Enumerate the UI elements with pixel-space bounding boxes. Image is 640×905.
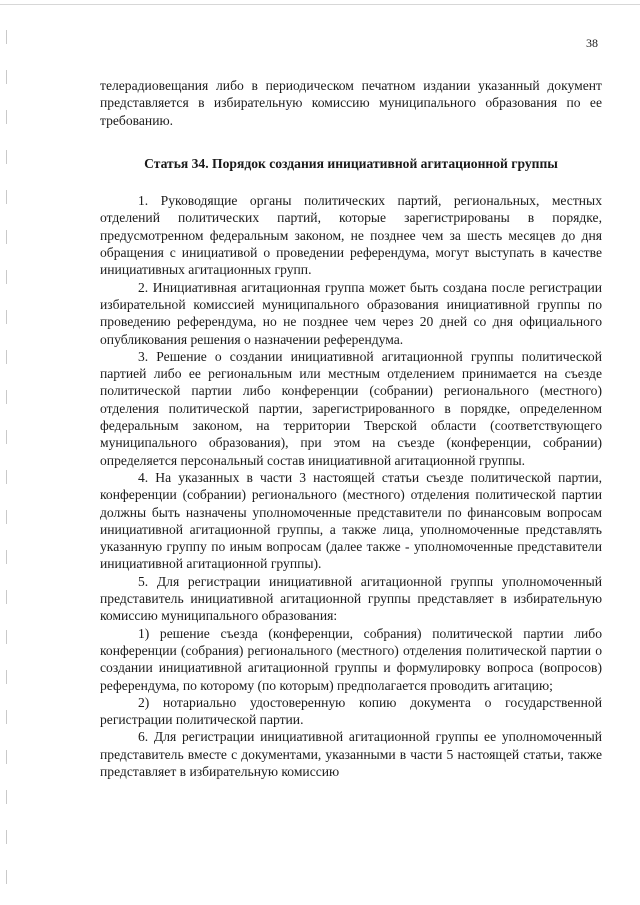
article-paragraph-2: 2. Инициативная агитационная группа может быть создана после регистрации избирательной комиссией муниципального образования инициативной группы по проведению референдума, но не позднее чем через 20 дней со дня официального опубликования решения о назначении референдума.	[100, 279, 602, 347]
article-paragraph-1: 1. Руководящие органы политических партий, региональных, местных отделений политических партий, которые зарегистрированы в порядке, предусмотренном федеральным законом, не позднее чем за шесть месяцев до дня обращения с инициативой о проведении референдума, могут выступать в качестве инициативных агитационных групп.	[100, 193, 602, 278]
scan-border-left	[6, 30, 7, 890]
page-number: 38	[586, 36, 598, 50]
list-item-1: 1) решение съезда (конференции, собрания) политической партии либо конференции (собрания) регионального (местного) отделения политической партии о создании инициативной агитационной группы и формулировку вопроса (вопросов) референдума, по которому (по которым) предполагается проводить агитацию;	[100, 625, 602, 693]
article-paragraph-3: 3. Решение о создании инициативной агитационной группы политической партией либо ее региональным или местным отделением принимается на съезде политической партии либо конференции (собрании) регионального (местного) отделения политической партии, зарегистрированного в порядке, определенном федеральным законом, на территории Тверской области (соответствующего муниципального образования), при этом на съезде (конференции, собрании) определяется персональный состав инициативной агитационной группы.	[100, 348, 602, 468]
article-paragraph-4: 4. На указанных в части 3 настоящей статьи съезде политической партии, конференции (собрании) регионального (местного) отделения политической партии должны быть назначены уполномоченные представители по финансовым вопросам инициативной агитационной группы, а также лица, уполномоченные представлять указанную группу по иным вопросам (далее также - уполномоченные представители инициативной агитационной группы).	[100, 469, 602, 572]
article-heading: Статья 34. Порядок создания инициативной агитационной группы	[144, 155, 558, 171]
article-paragraph-6: 6. Для регистрации инициативной агитационной группы ее уполномоченный представитель вместе с документами, указанными в части 5 настоящей статьи, также представляет в избирательную комиссию	[100, 729, 602, 779]
document-body	[100, 77, 602, 780]
intro-paragraph: телерадиовещания либо в периодическом печатном издании указанный документ представляется в избирательную комиссию муниципального образования по ее требованию.	[100, 78, 602, 128]
scan-border-top	[0, 4, 640, 5]
article-paragraph-5: 5. Для регистрации инициативной агитационной группы уполномоченный представитель инициативной агитационной группы представляет в избирательную комиссию муниципального образования:	[100, 573, 602, 624]
list-item-2: 2) нотариально удостоверенную копию документа о государственной регистрации политической партии.	[100, 694, 602, 728]
